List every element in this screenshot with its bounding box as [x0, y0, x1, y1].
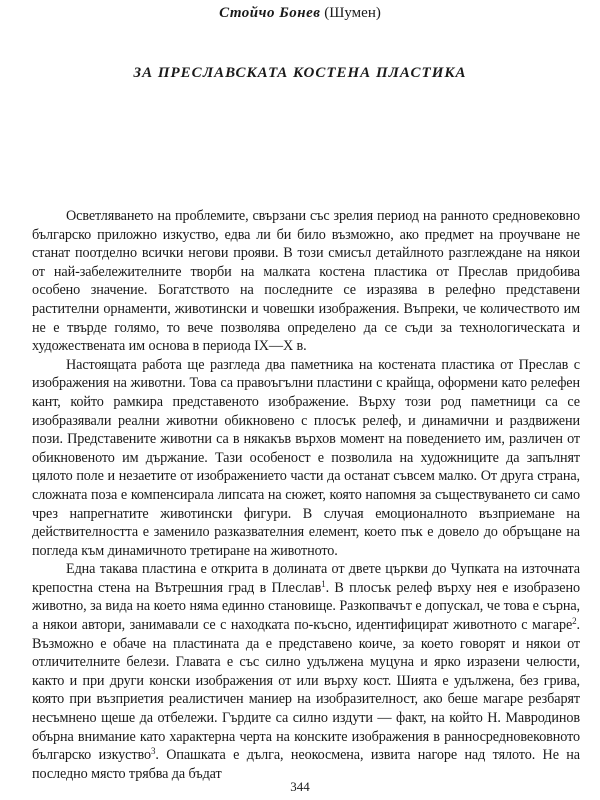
author-name: Стойчо Бонев — [219, 5, 321, 21]
footnote-ref-2[interactable]: 2 — [572, 616, 577, 627]
paragraph-2: Настоящата работа ще разгледа два паметника на костената пластика от Преслав с изображения на животни. Това са правоъгълни пластини с крайща, оформени като релефен кант, който рамкира представеното изображение. Върху този род паметници са се изобразявали реални животни обикновено с плосък релеф, и динамични и раздвижени пози. Представените животни са в някакъв върхов момент на поведението им, различен от обикновеното им държание. Тази особеност е позволила на художниците да запълнят цялото поле и незаетите от изображението части да останат съвсем малко. От друга страна, сложната поза е компенсирала липсата на сюжет, която напомня за съществуването си само чрез напрегнатите животински фигури. В случая емоционалното възприемане на действителността е заменило разказвателния елемент, което пък е довело до обръщане на погледа към динамичното третиране на животното. — [32, 356, 580, 559]
paragraph-3-part-2: . В плосък релеф върху нея е изобразено животно, за вида на което няма единно становище. Разкопвачът е допускал, че това е сърна, а някои автори, занимавали се с находката по-късно, идентифицират животното с магаре — [32, 579, 580, 634]
paragraph-3-part-4: . Опашката е дълга, неокосмена, извита нагоре над тялото. Не на последно място трябва да бъдат — [32, 747, 580, 782]
article-body — [32, 207, 580, 783]
footnote-ref-3[interactable]: 3 — [150, 746, 156, 757]
paragraph-1: Осветляването на проблемите, свързани със зрелия период на ранното средновековно българско приложно изкуство, едва ли би било възможно, ако предмет на проучване не станат поотделно всички негови прояви. В този смисъл детайлното разглеждане на някои от най-забележителните творби на малката костена пластика от Преслав придобива особено значение. Богатството на последните се изразява в релефно представени растителни орнаменти, животински и човешки изображения. Въпреки, че количеството им не е твърде голямо, то вече позволява определено да се съди за технологическата и художествената им основа в периода IX—X в. — [32, 208, 580, 355]
paragraph-3 — [32, 560, 580, 783]
paragraph-3-part-1: Една такава пластина е открита в долината от двете църкви до Чупката на източната крепостна стена на Вътрешния град в Плеслав — [32, 561, 580, 596]
author-line — [0, 4, 600, 22]
article-title: ЗА ПРЕСЛАВСКАТА КОСТЕНА ПЛАСТИКА — [133, 65, 467, 81]
paragraph-3-part-3: . Възможно е обаче на пластината да е представено коиче, за което говорят и някои от отличителните белези. Главата е със силно удължена муцуна и ярко изразени челюсти, както и при други конски изображения от или върху кост. Шията е удължена, без грива, която при възприетия реалистичен маниер на изобразителност, ако беше магаре резбарят несъмнено щеше да отбележи. Гърдите са силно издути — факт, на който Н. Мавродинов обърна внимание като характерна черта на конските изображения в ранносредновековното българско изкуство — [32, 617, 580, 764]
page-number: 344 — [290, 779, 310, 794]
footnote-ref-1[interactable]: 1 — [321, 578, 326, 589]
author-city: (Шумен) — [324, 5, 381, 21]
